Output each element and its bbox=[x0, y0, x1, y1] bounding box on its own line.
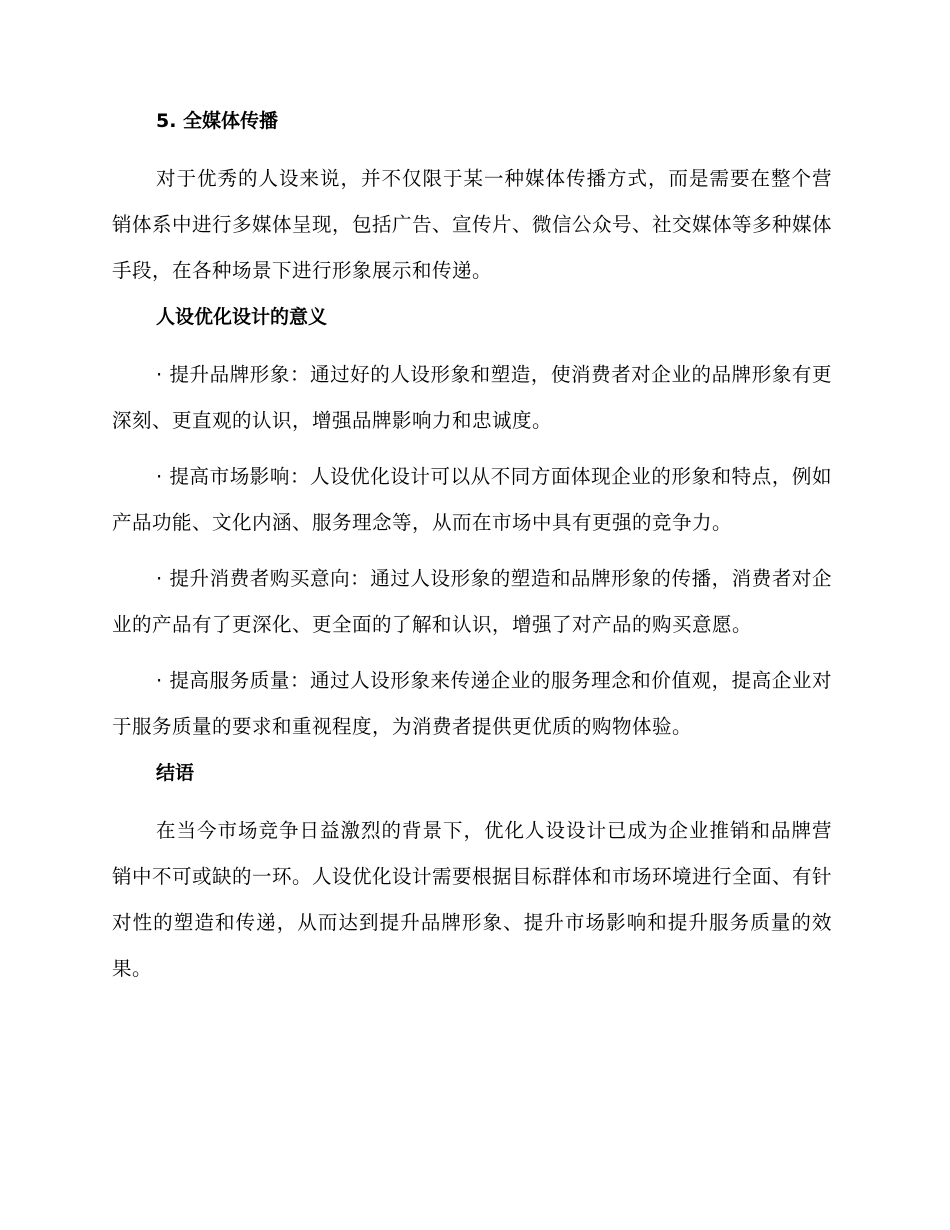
section-heading-omnimedia: 5. 全媒体传播 bbox=[156, 110, 279, 132]
paragraph-omnimedia: 对于优秀的人设来说，并不仅限于某一种媒体传播方式，而是需要在整个营销体系中进行多媒体呈现，包括广告、宣传片、微信公众号、社交媒体等多种媒体手段，在各种场景下进行形象展示和传递。 bbox=[112, 167, 833, 282]
bullet-purchase-intent: · 提升消费者购买意向：通过人设形象的塑造和品牌形象的传播，消费者对企业的产品有了更深化、更全面的了解和认识，增强了对产品的购买意愿。 bbox=[112, 567, 832, 636]
bullet-brand-image: · 提升品牌形象：通过好的人设形象和塑造，使消费者对企业的品牌形象有更深刻、更直观的认识，增强品牌影响力和忠诚度。 bbox=[112, 363, 832, 432]
section-heading-significance: 人设优化设计的意义 bbox=[156, 306, 328, 328]
bullet-service-quality: · 提高服务质量：通过人设形象来传递企业的服务理念和价值观，提高企业对于服务质量的要求和重视程度，为消费者提供更优质的购物体验。 bbox=[112, 669, 832, 738]
paragraph-conclusion: 在当今市场竞争日益激烈的背景下，优化人设设计已成为企业推销和品牌营销中不可或缺的一环。人设优化设计需要根据目标群体和市场环境进行全面、有针对性的塑造和传递，从而达到提升品牌形象、提升市场影响和提升服务质量的效果。 bbox=[112, 819, 833, 980]
section-heading-conclusion: 结语 bbox=[156, 762, 195, 784]
bullet-market-influence: · 提高市场影响：人设优化设计可以从不同方面体现企业的形象和特点，例如产品功能、文化内涵、服务理念等，从而在市场中具有更强的竞争力。 bbox=[112, 465, 832, 534]
document-body bbox=[112, 108, 832, 1002]
